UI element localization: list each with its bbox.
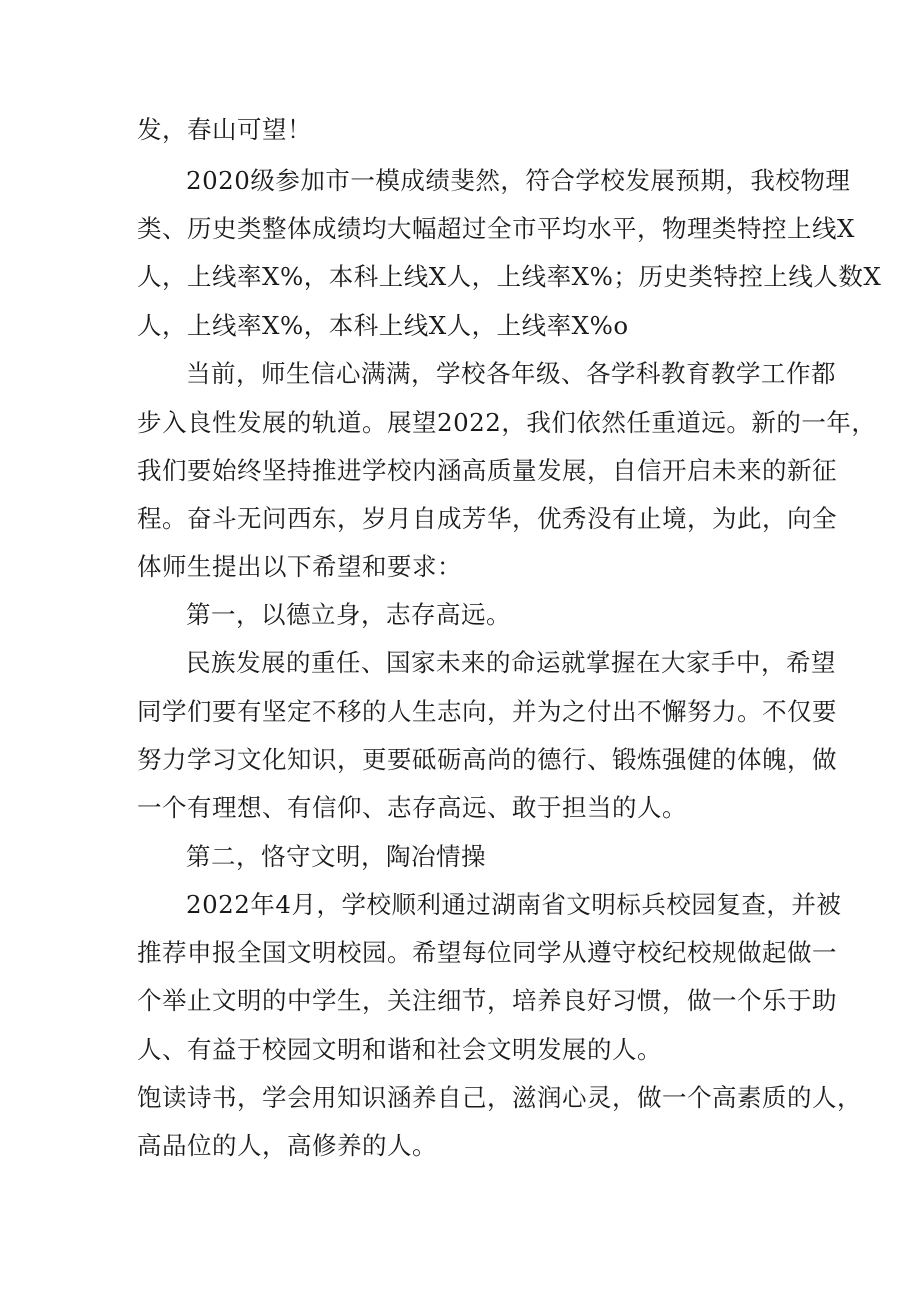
text-line-14: 努力学习文化知识，更要砥砺高尚的德行、锻炼强健的体魄，做: [137, 745, 837, 774]
text-line-20: 人、有益于校园文明和谐和社会文明发展的人。: [137, 1035, 662, 1064]
text-line-7: 步入良性发展的轨道。展望2022，我们依然任重道远。新的一年，: [137, 408, 877, 437]
text-line-9: 程。奋斗无问西东，岁月自成芳华，优秀没有止境，为此，向全: [137, 504, 837, 533]
text-line-18: 推荐申报全国文明校园。希望每位同学从遵守校纪校规做起做一: [137, 938, 837, 967]
text-line-13: 同学们要有坚定不移的人生志向，并为之付出不懈努力。不仅要: [137, 697, 837, 726]
text-line-8: 我们要始终坚持推进学校内涵高质量发展，自信开启未来的新征: [137, 456, 837, 485]
text-line-4: 人，上线率X%，本科上线X人，上线率X%；历史类特控上线人数X: [137, 262, 882, 291]
text-line-21: 饱读诗书，学会用知识涵养自己，滋润心灵，做一个高素质的人，: [137, 1083, 862, 1112]
text-line-2: 2020级参加市一模成绩斐然，符合学校发展预期，我校物理: [186, 166, 851, 195]
text-line-6: 当前，师生信心满满，学校各年级、各学科教育教学工作都: [186, 359, 836, 388]
text-line-12: 民族发展的重任、国家未来的命运就掌握在大家手中，希望: [186, 648, 836, 677]
text-line-1: 发，春山可望！: [137, 115, 312, 144]
text-line-5: 人，上线率X%，本科上线X人，上线率X%o: [137, 311, 629, 340]
section-heading-2: 第二，恪守文明，陶冶情操: [186, 842, 486, 871]
text-line-3: 类、历史类整体成绩均大幅超过全市平均水平，物理类特控上线X: [137, 214, 855, 243]
text-line-19: 个举止文明的中学生，关注细节，培养良好习惯，做一个乐于助: [137, 986, 837, 1015]
section-heading-1: 第一，以德立身，志存高远。: [186, 600, 511, 629]
text-line-10: 体师生提出以下希望和要求：: [137, 552, 462, 581]
text-line-17: 2022年4月，学校顺利通过湖南省文明标兵校园复查，并被: [186, 890, 842, 919]
text-line-22: 高品位的人，高修养的人。: [137, 1131, 437, 1160]
text-line-15: 一个有理想、有信仰、志存高远、敢于担当的人。: [137, 793, 687, 822]
